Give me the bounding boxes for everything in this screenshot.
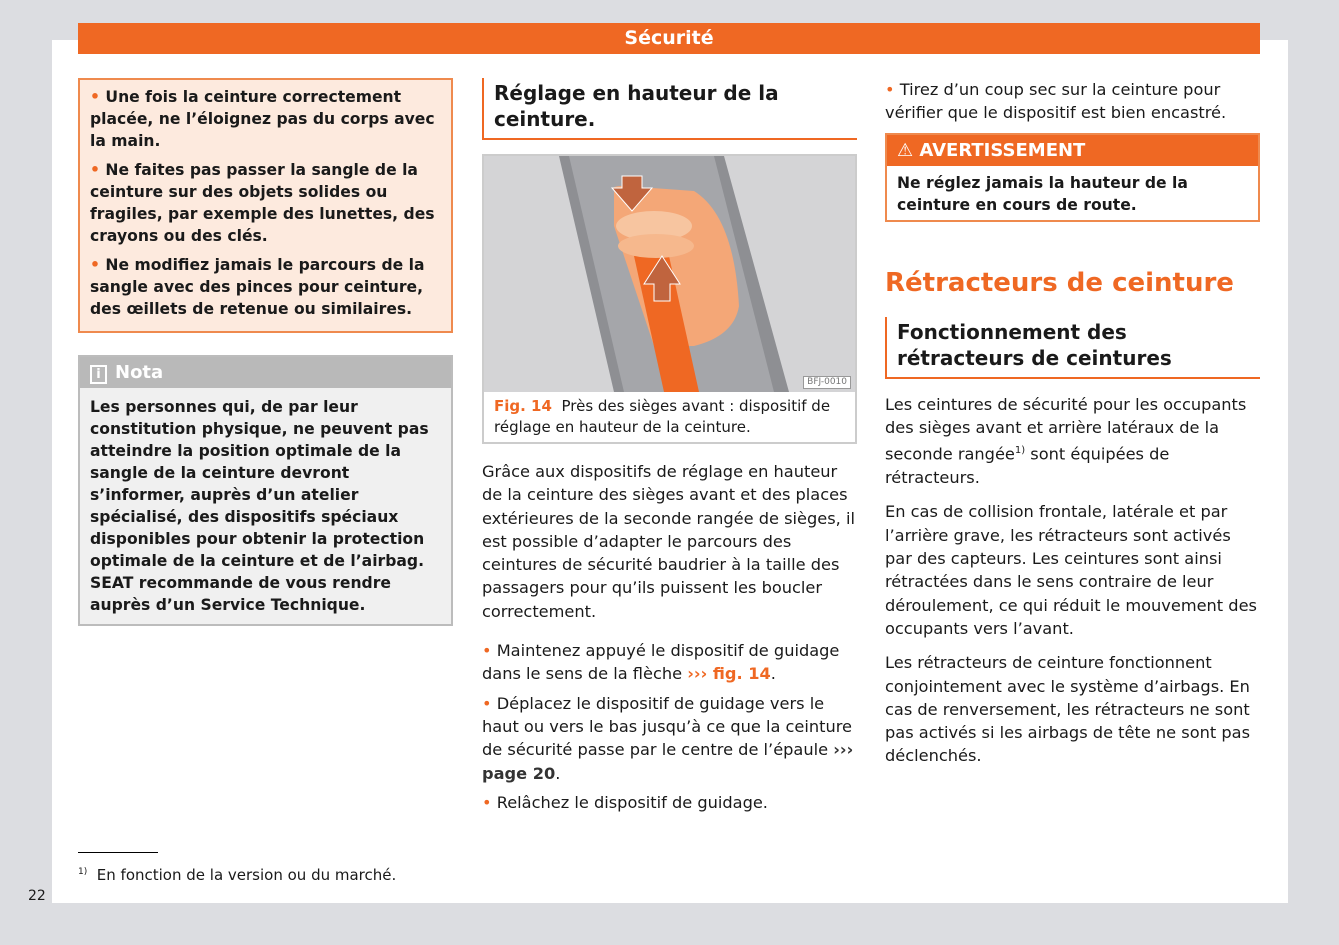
- footnote-divider: [78, 852, 158, 853]
- nota-title: Nota: [115, 362, 164, 383]
- page-link[interactable]: ››› page 20: [482, 740, 854, 783]
- warning-item: • Ne faites pas passer la sangle de la ceinture sur des objets solides ou fragiles, par exemple des lunettes, des crayons ou des clés.: [90, 161, 435, 245]
- step: • Maintenez appuyé le dispositif de guidage dans le sens de la flèche ››› fig. 14.: [482, 641, 840, 684]
- step-text: Tirez d’un coup sec sur la ceinture pour vérifier que le dispositif est bien encastré.: [885, 80, 1227, 123]
- middle-column: [482, 78, 857, 825]
- figure-caption: [484, 392, 855, 442]
- page-number: 22: [28, 888, 46, 904]
- warning-text: Une fois la ceinture correctement placée, ne l’éloignez pas du corps avec la main.: [90, 88, 435, 150]
- figure-label: Fig. 14: [494, 397, 552, 415]
- step-text: Maintenez appuyé le dispositif de guidage dans le sens de la flèche: [482, 641, 840, 684]
- info-icon: i: [90, 365, 107, 384]
- caption-text: Près des sièges avant : dispositif de réglage en hauteur de la ceinture.: [494, 397, 831, 436]
- footnote-ref[interactable]: 1): [1014, 445, 1026, 457]
- right-column: [885, 78, 1260, 779]
- paragraph: [885, 393, 1260, 490]
- warning-box: [885, 133, 1260, 222]
- paragraph-text: sont équipées de rétracteurs.: [885, 444, 1170, 488]
- nota-box: [78, 355, 453, 626]
- warning-item: • Une fois la ceinture correctement placée, ne l’éloignez pas du corps avec la main.: [90, 88, 435, 150]
- left-column: [78, 78, 453, 626]
- warning-triangle-icon: ⚠: [897, 139, 920, 161]
- warning-item: • Ne modifiez jamais le parcours de la sangle avec des pinces pour ceinture, des œillets de retenue ou similaires.: [90, 256, 425, 318]
- step-text: Déplacez le dispositif de guidage vers le haut ou vers le bas jusqu’à ce que la ceinture de sécurité passe par le centre de l’épaule: [482, 693, 853, 760]
- subheading: Fonctionnement des rétracteurs de ceintures: [885, 317, 1260, 379]
- figure-code: BFJ-0010: [803, 376, 851, 389]
- step-text: Relâchez le dispositif de guidage.: [496, 792, 768, 812]
- section-header: Sécurité: [78, 23, 1260, 54]
- warning-text: Ne modifiez jamais le parcours de la sangle avec des pinces pour ceinture, des œillets de retenue ou similaires.: [90, 256, 425, 318]
- belt-adjuster-illustration: [484, 156, 855, 392]
- warning-title: AVERTISSEMENT: [919, 139, 1086, 161]
- figure-link[interactable]: ››› fig. 14: [687, 664, 771, 684]
- warning-list: [78, 78, 453, 333]
- paragraph: Les rétracteurs de ceinture fonctionnent conjointement avec le système d’airbags. En cas de renversement, les rétracteurs ne sont pas activés si les airbags de tête ne sont pas déclenchés.: [885, 653, 1251, 766]
- nota-text: Les personnes qui, de par leur constitution physique, ne peuvent pas atteindre la position optimale de la sangle de la ceinture devront s’informer, auprès d’un atelier spécialisé, des dispositifs spéciaux disponibles pour obtenir la protection optimale de la ceinture et de l’airbag. SEAT recommande de vous rendre auprès d’un Service Technique.: [90, 398, 429, 614]
- figure-image: [484, 156, 855, 392]
- footnote: [78, 866, 396, 884]
- paragraph-text: Les ceintures de sécurité pour les occupants des sièges avant et arrière latéraux de la seconde rangée: [885, 394, 1247, 464]
- intro-paragraph: Grâce aux dispositifs de réglage en hauteur de la ceinture des sièges avant et des places extérieures de la seconde rangée de sièges, il est possible d’adapter le parcours des ceintures de sécurité baudrier à la taille des passagers pour qu’ils puissent les boucler correctement.: [482, 462, 855, 621]
- warning-text: Ne réglez jamais la hauteur de la ceinture en cours de route.: [887, 166, 1258, 220]
- footnote-text: En fonction de la version ou du marché.: [96, 866, 397, 884]
- figure: [482, 154, 857, 444]
- step: • Tirez d’un coup sec sur la ceinture pour vérifier que le dispositif est bien encastré.: [885, 80, 1227, 123]
- step: • Relâchez le dispositif de guidage.: [482, 792, 768, 812]
- step: • Déplacez le dispositif de guidage vers le haut ou vers le bas jusqu’à ce que la ceinture de sécurité passe par le centre de l’épaule ››› page 20.: [482, 693, 854, 783]
- footnote-mark: 1): [78, 867, 88, 877]
- section-title: Rétracteurs de ceinture: [885, 267, 1234, 298]
- paragraph: En cas de collision frontale, latérale et par l’arrière grave, les rétracteurs sont activés par des capteurs. Les ceintures sont ainsi rétractées dans le sens contraire de leur déroulement, ce qui réduit le mouvement des occupants vers l’avant.: [885, 502, 1257, 638]
- warning-text: Ne faites pas passer la sangle de la ceinture sur des objets solides ou fragiles, par exemple des lunettes, des crayons ou des clés.: [90, 161, 435, 245]
- section-heading: Réglage en hauteur de la ceinture.: [482, 78, 857, 140]
